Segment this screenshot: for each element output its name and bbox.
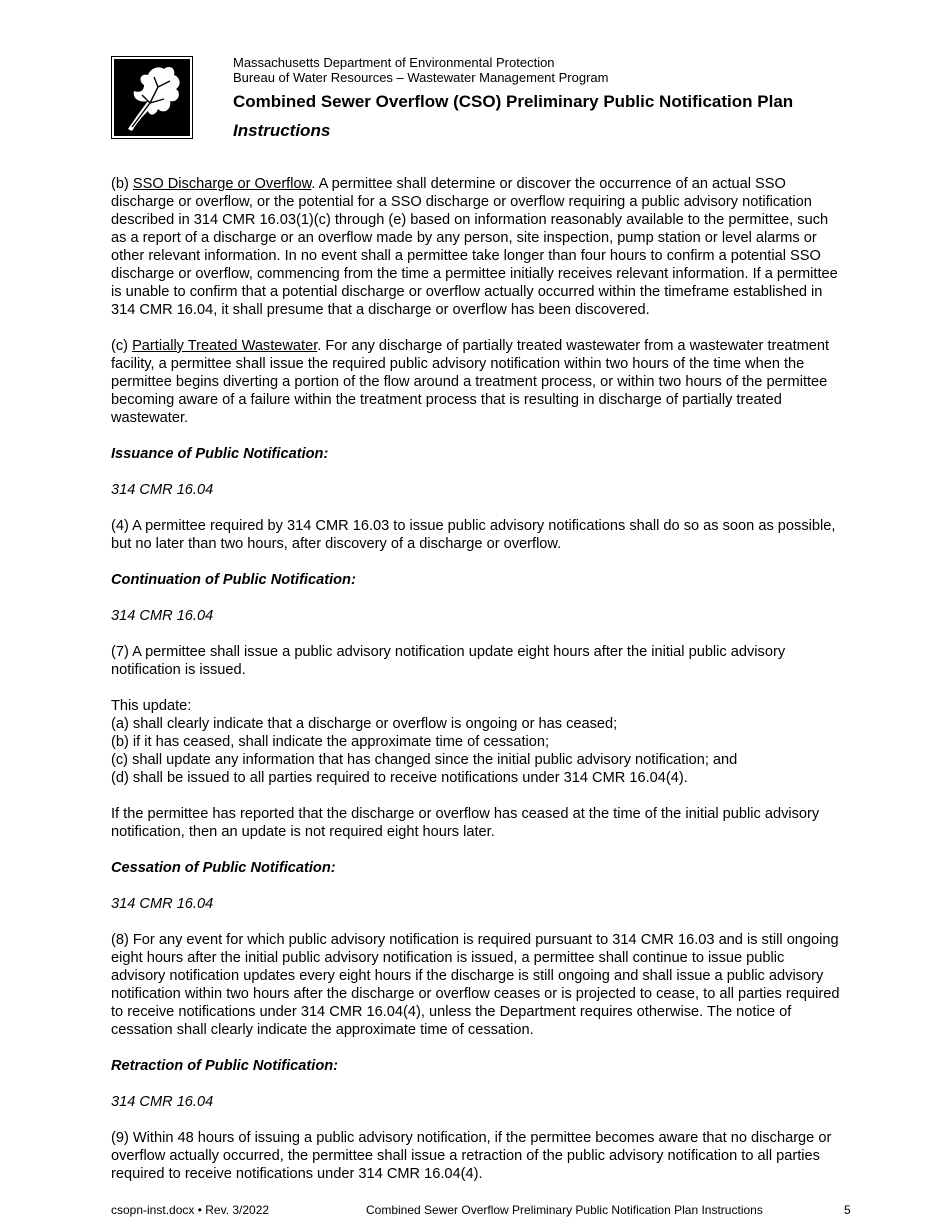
cessation-citation: 314 CMR 16.04 xyxy=(111,896,214,912)
continuation-body: (7) A permittee shall issue a public advisory notification update eight hours after the initial public advisory notification is issued. xyxy=(111,644,786,678)
agency-logo xyxy=(111,56,193,139)
document-body xyxy=(111,175,841,1201)
bureau-name: Bureau of Water Resources – Wastewater Management Program xyxy=(233,70,609,85)
issuance-citation: 314 CMR 16.04 xyxy=(111,482,214,498)
section-issuance xyxy=(111,445,841,553)
continuation-citation: 314 CMR 16.04 xyxy=(111,608,214,624)
list-item: (c) shall update any information that has changed since the initial public advisory notification; and xyxy=(111,752,738,768)
footer-file-info: csopn-inst.docx • Rev. 3/2022 xyxy=(111,1203,270,1217)
oak-leaf-icon xyxy=(114,59,190,136)
cessation-body: (8) For any event for which public advisory notification is required pursuant to 314 CMR 16.03 and is still ongoing eight hours after the initial public advisory notification is issued, a permittee shall continue to issue public advisory notification updates every eight hours if the discharge is still ongoing and shall issue a public advisory notification within two hours after the discharge or overflow ceases or is projected to cease, to all parties required to receive notifications under 314 CMR 16.04(4), unless the Department requires otherwise. The notice of cessation shall clearly indicate the approximate time of cessation. xyxy=(111,932,840,1038)
retraction-citation: 314 CMR 16.04 xyxy=(111,1094,214,1110)
document-title: Combined Sewer Overflow (CSO) Preliminary Public Notification Plan xyxy=(233,92,794,111)
agency-name: Massachusetts Department of Environmental Protection xyxy=(233,55,555,70)
document-header xyxy=(233,55,873,140)
list-item: (a) shall clearly indicate that a discharge or overflow is ongoing or has ceased; xyxy=(111,716,618,732)
retraction-body: (9) Within 48 hours of issuing a public advisory notification, if the permittee becomes aware that no discharge or overflow actually occurred, the permittee shall issue a retraction of the public advisory notification to all parties required to receive notifications under 314 CMR 16.04(4). xyxy=(111,1130,832,1182)
section-continuation xyxy=(111,571,841,841)
document-subtitle: Instructions xyxy=(233,121,331,140)
section-retraction xyxy=(111,1057,841,1183)
continuation-note: If the permittee has reported that the discharge or overflow has ceased at the time of the initial public advisory notification, then an update is not required eight hours later. xyxy=(111,806,820,840)
sso-prefix: (b) xyxy=(111,176,133,192)
sso-heading: SSO Discharge or Overflow xyxy=(132,176,312,192)
list-item: (b) if it has ceased, shall indicate the approximate time of cessation; xyxy=(111,734,550,750)
footer-title: Combined Sewer Overflow Preliminary Public Notification Plan Instructions xyxy=(366,1203,763,1217)
issuance-heading: Issuance of Public Notification: xyxy=(111,446,329,462)
update-intro: This update: xyxy=(111,698,192,714)
sso-body: . A permittee shall determine or discover the occurrence of an actual SSO discharge or overflow, or the potential for a SSO discharge or overflow requiring a public advisory notification described in 314 CMR 16.03(1)(c) through (e) based on information reasonably available to the permittee, such as a report of a discharge or an overflow made by any person, site inspection, pump station or level alarms or other relevant information. In no event shall a permittee take longer than four hours to confirm a potential SSO discharge or overflow, commencing from the time a permittee initially receives relevant information. If a permittee is unable to confirm that a potential discharge or overflow actually occurred within the timeframe established in 314 CMR 16.04, it shall presume that a discharge or overflow has been discovered. xyxy=(111,176,838,318)
list-item: (d) shall be issued to all parties required to receive notifications under 314 CMR 16.04(4). xyxy=(111,770,688,786)
section-cessation xyxy=(111,859,841,1039)
cessation-heading: Cessation of Public Notification: xyxy=(111,860,336,876)
partial-prefix: (c) xyxy=(111,338,133,354)
paragraph-partial xyxy=(111,337,841,427)
partial-body: . For any discharge of partially treated wastewater from a wastewater treatment facility, a permittee shall issue the required public advisory notification within two hours of the time when the permittee begins diverting a portion of the flow around a treatment process, or within two hours of the permittee becoming aware of a failure within the treatment process that is resulting in discharge of partially treated wastewater. xyxy=(111,338,830,426)
issuance-body: (4) A permittee required by 314 CMR 16.03 to issue public advisory notifications shall do so as soon as possible, but no later than two hours, after discovery of a discharge or overflow. xyxy=(111,518,836,552)
continuation-heading: Continuation of Public Notification: xyxy=(111,572,356,588)
page-number: 5 xyxy=(844,1203,851,1217)
paragraph-sso xyxy=(111,175,841,319)
partial-heading: Partially Treated Wastewater xyxy=(132,338,318,354)
retraction-heading: Retraction of Public Notification: xyxy=(111,1058,339,1074)
